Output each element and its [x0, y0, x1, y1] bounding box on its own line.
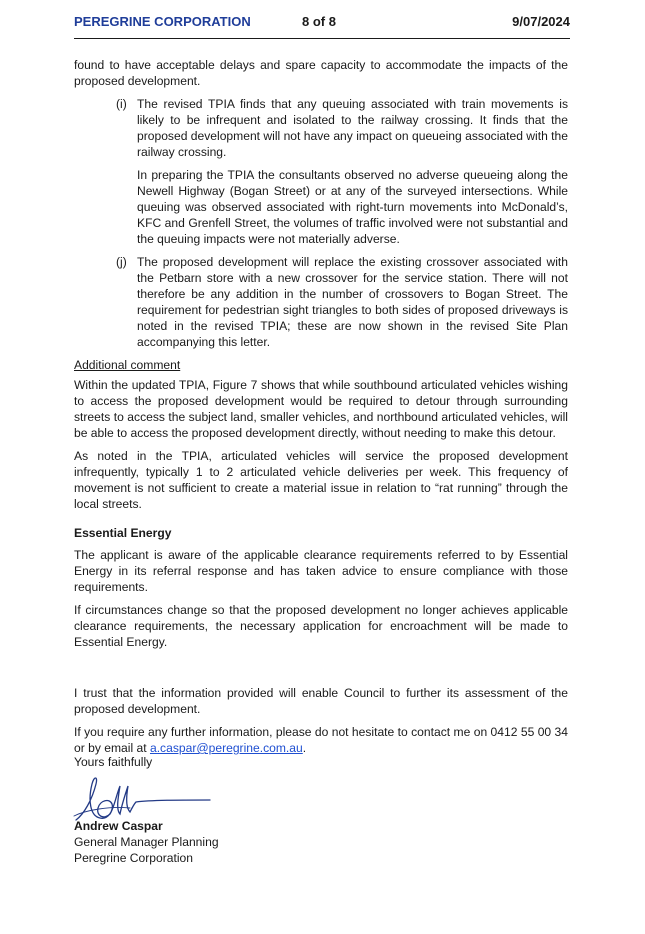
- item-i-paragraph-2: In preparing the TPIA the consultants observed no adverse queueing along the Newell Highway (Bogan Street) or at any of the surveyed intersections. While queuing was observed associated with right-turn movements into McDonald’s, KFC and Grenfell Street, the volumes of traffic involved were not substantial and the queuing impacts were not materially adverse.: [137, 168, 568, 246]
- continued-paragraph: found to have acceptable delays and spare capacity to accommodate the impacts of the proposed development.: [74, 58, 568, 88]
- item-j-paragraph-1: The proposed development will replace the existing crossover associated with the Petbarn store with a new crossover for the service station. There will not therefore be any addition in the number of crossovers to Bogan Street. The requirement for pedestrian sight triangles to both sides of proposed driveways is noted in the revised TPIA; these are now shown in the revised Site Plan accompanying this letter.: [137, 255, 568, 349]
- essential-energy-paragraph-1: The applicant is aware of the applicable clearance requirements referred to by Essential Energy in its referral response and has taken advice to ensure compliance with those requirements.: [74, 548, 568, 594]
- essential-energy-paragraph-2: If circumstances change so that the proposed development no longer achieves applicable clearance requirements, the necessary application for encroachment will be made to Essential Energy.: [74, 603, 568, 649]
- additional-comment-paragraph-1: Within the updated TPIA, Figure 7 shows that while southbound articulated vehicles wishing to access the proposed development would be required to detour through surrounding streets to access the subject land, smaller vehicles, and northbound articulated vehicles, will be able to access the proposed development directly, without needing to make this detour.: [74, 378, 568, 440]
- list-marker: (i): [116, 97, 127, 111]
- letter-body: [74, 57, 568, 763]
- additional-comment-paragraph-2: As noted in the TPIA, articulated vehicles will service the proposed development infrequently, typically 1 to 2 articulated vehicle deliveries per week. This frequency of movement is not sufficient to create a material issue in relation to “rat running” through the local streets.: [74, 449, 568, 511]
- list-item-j: [74, 254, 568, 350]
- additional-comment-heading: Additional comment: [74, 358, 181, 372]
- list-marker: (j): [116, 255, 127, 269]
- trust-paragraph: I trust that the information provided will enable Council to further its assessment of the proposed development.: [74, 686, 568, 716]
- contact-suffix: .: [302, 741, 307, 755]
- signatory-company: Peregrine Corporation: [74, 851, 193, 865]
- contact-paragraph: [74, 724, 568, 756]
- signatory-title: General Manager Planning: [74, 835, 219, 849]
- item-i-paragraph-1: The revised TPIA finds that any queuing associated with train movements is likely to be infrequent and isolated to the railway crossing. It finds that the proposed development will not have any impact on queueing associated with the railway crossing.: [137, 97, 568, 159]
- list-item-i: [74, 96, 568, 247]
- section-spacer: [74, 657, 568, 685]
- header-page-number: 8 of 8: [302, 14, 336, 29]
- essential-energy-heading: Essential Energy: [74, 526, 172, 540]
- header-date: 9/07/2024: [512, 14, 570, 29]
- page-header: [74, 14, 570, 39]
- contact-text: If you require any further information, please do not hesitate to contact me on 0412 55 00 34 or by email at: [74, 725, 568, 755]
- closing-salutation: Yours faithfully: [74, 755, 153, 769]
- signature-block: [74, 818, 219, 866]
- header-company-name: PEREGRINE CORPORATION: [74, 14, 251, 29]
- signatory-name: Andrew Caspar: [74, 819, 163, 833]
- email-link[interactable]: a.caspar@peregrine.com.au: [149, 741, 303, 755]
